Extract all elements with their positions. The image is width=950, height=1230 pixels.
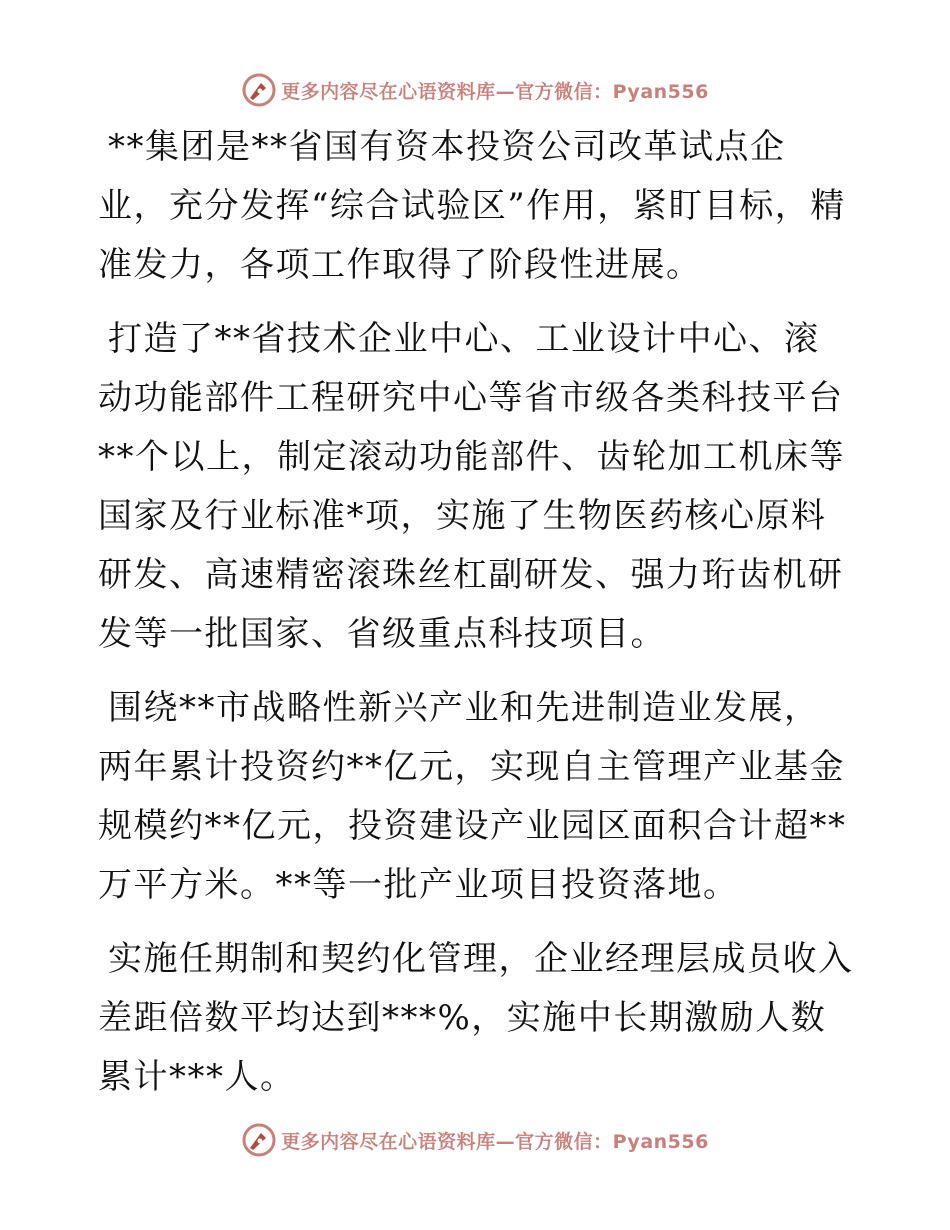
pen-nib-logo-icon xyxy=(241,1122,277,1158)
paragraph: **集团是**省国有资本投资公司改革试点企业，充分发挥“综合试验区”作用，紧盯目标，精准发力，各项工作取得了阶段性进展。 xyxy=(98,127,846,285)
pen-nib-logo-icon xyxy=(241,72,277,108)
paragraph: 实施任期制和契约化管理，企业经理层成员收入差距倍数平均达到***%，实施中长期激励人数累计***人。 xyxy=(98,939,854,1097)
paragraph: 打造了**省技术企业中心、工业设计中心、滚动功能部件工程研究中心等省市级各类科技平台**个以上，制定滚动功能部件、齿轮加工机床等国家及行业标准*项，实施了生物医药核心原料研发、高速精密滚珠丝杠副研发、强力珩齿机研发等一批国家、省级重点科技项目。 xyxy=(98,319,845,654)
document-body xyxy=(98,118,854,1122)
watermark-text: 更多内容尽在心语资料库—官方微信：Pyan556 xyxy=(281,80,709,103)
paragraph: 围绕**市战略性新兴产业和先进制造业发展，两年累计投资约**亿元，实现自主管理产业基金规模约**亿元，投资建设产业园区面积合计超**万平方米。**等一批产业项目投资落地。 xyxy=(98,688,847,905)
header-watermark xyxy=(0,70,950,110)
watermark-text: 更多内容尽在心语资料库—官方微信：Pyan556 xyxy=(281,1130,709,1153)
footer-watermark xyxy=(0,1120,950,1160)
